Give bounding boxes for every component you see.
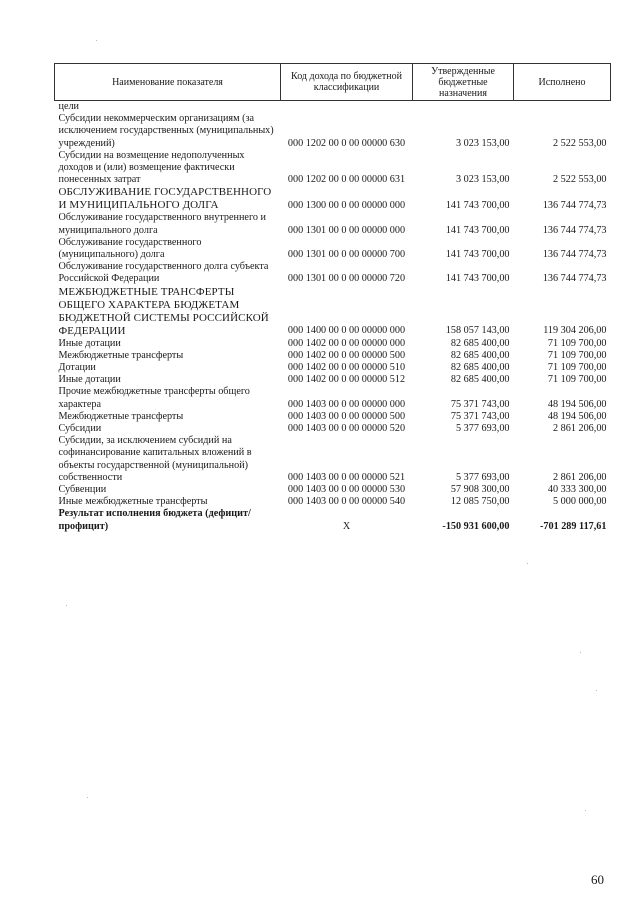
row-plan-cell: 141 743 700,00 [445,273,510,285]
row-name-cell: Межбюджетные трансферты [58,349,184,361]
table-row [55,261,611,285]
row-code-cell: 000 1402 00 0 00 00000 500 [287,349,406,361]
scan-speck [96,40,97,41]
table-row [55,286,611,338]
table-row [55,101,611,114]
row-exec-cell: 71 109 700,00 [547,349,607,361]
table-row [55,212,611,236]
row-exec-cell: 136 744 774,73 [542,249,607,261]
row-code-cell: 000 1403 00 0 00 00000 521 [287,471,406,483]
row-code-cell: 000 1403 00 0 00 00000 530 [287,484,406,496]
budget-table-container [54,63,610,533]
row-name-cell: Субсидии, за исключением субсидий на софинансирование капитальных вложений в объекты государственной (муниципальной) собственности [58,435,252,483]
table-row [55,362,611,374]
table-row [55,435,611,484]
row-name-cell: Результат исполнения бюджета (дефицит/ профицит) [58,508,251,532]
scan-speck [596,690,597,691]
scan-speck [527,563,528,564]
row-code-cell [281,101,413,114]
row-code-cell: 000 1301 00 0 00 00000 700 [287,249,406,261]
header-code: Код дохода по бюджетной классификации [281,64,413,101]
row-plan-cell: 82 685 400,00 [450,362,510,374]
row-exec-cell: 48 194 506,00 [547,398,607,410]
row-plan-cell: 57 908 300,00 [450,484,510,496]
table-body [55,101,611,533]
row-name-cell: ОБСЛУЖИВАНИЕ ГОСУДАРСТВЕННОГО И МУНИЦИПАЛЬНОГО ДОЛГА [58,186,272,212]
row-name-cell: Обслуживание государственного внутреннего и муниципального долга [58,212,266,236]
row-code-cell: 000 1300 00 0 00 00000 000 [287,200,406,212]
row-plan-cell: 75 371 743,00 [450,410,510,422]
row-exec-cell: 119 304 206,00 [543,325,607,337]
table-row [55,338,611,350]
row-exec-cell [514,101,611,114]
row-name-cell: Прочие межбюджетные трансферты общего характера [58,386,250,410]
table-row [55,496,611,508]
row-exec-cell: 40 333 300,00 [547,484,607,496]
table-row [55,186,611,212]
row-exec-cell: -701 289 117,61 [539,520,607,532]
row-plan-cell: 3 023 153,00 [456,174,510,186]
row-exec-cell: 136 744 774,73 [542,200,607,212]
row-exec-cell: 5 000 000,00 [553,496,607,508]
row-plan-cell: 141 743 700,00 [445,249,510,261]
row-exec-cell: 2 522 553,00 [553,174,607,186]
scan-speck [580,652,581,653]
row-exec-cell: 136 744 774,73 [542,224,607,236]
budget-execution-table [54,63,611,533]
table-row [55,374,611,386]
row-plan-cell: 82 685 400,00 [450,349,510,361]
row-code-cell: 000 1402 00 0 00 00000 000 [287,337,406,349]
scan-speck [87,797,88,798]
table-row [55,237,611,261]
row-name-cell: Иные межбюджетные трансферты [58,496,208,508]
header-exec: Исполнено [514,64,611,101]
row-plan-cell: 82 685 400,00 [450,374,510,386]
row-plan-cell: 5 377 693,00 [456,471,510,483]
row-name-cell: цели [58,101,80,112]
row-name-cell: МЕЖБЮДЖЕТНЫЕ ТРАНСФЕРТЫ ОБЩЕГО ХАРАКТЕРА БЮДЖЕТАМ БЮДЖЕТНОЙ СИСТЕМЫ РОССИЙСКОЙ ФЕДЕРАЦИИ [58,285,269,337]
scan-speck [66,605,67,606]
row-code-cell: 000 1403 00 0 00 00000 540 [287,496,406,508]
row-code-cell: 000 1403 00 0 00 00000 500 [287,410,406,422]
row-exec-cell: 136 744 774,73 [542,273,607,285]
row-name-cell: Субсидии на возмещение недополученных доходов и (или) возмещение фактически понесенных затрат [58,149,245,186]
row-code-cell: 000 1402 00 0 00 00000 510 [287,362,406,374]
row-code-cell: 000 1202 00 0 00 00000 631 [287,174,406,186]
row-plan-cell: 158 057 143,00 [445,325,510,337]
header-name: Наименование показателя [55,64,281,101]
table-row [55,411,611,423]
row-exec-cell: 2 861 206,00 [553,423,607,435]
table-row [55,423,611,435]
row-exec-cell: 2 522 553,00 [553,137,607,149]
row-code-cell: 000 1202 00 0 00 00000 630 [287,137,406,149]
row-plan-cell: 141 743 700,00 [445,200,510,212]
row-code-cell: X [342,520,351,532]
row-name-cell: Межбюджетные трансферты [58,410,184,422]
row-exec-cell: 2 861 206,00 [553,471,607,483]
scan-speck [585,810,586,811]
row-name-cell: Дотации [58,362,96,374]
row-exec-cell: 71 109 700,00 [547,362,607,374]
header-plan: Утвержденные бюджетные назначения [413,64,514,101]
table-row [55,350,611,362]
row-code-cell: 000 1301 00 0 00 00000 000 [287,224,406,236]
row-name-cell: Обслуживание государственного (муниципального) долга [58,236,202,261]
result-row [55,508,611,532]
row-plan-cell: 12 085 750,00 [450,496,510,508]
row-plan-cell: 3 023 153,00 [456,137,510,149]
row-plan-cell: -150 931 600,00 [442,520,510,532]
row-plan-cell: 141 743 700,00 [445,224,510,236]
row-code-cell: 000 1301 00 0 00 00000 720 [287,273,406,285]
row-exec-cell: 71 109 700,00 [547,374,607,386]
row-code-cell: 000 1402 00 0 00 00000 512 [287,374,406,386]
row-name-cell: Субсидии [58,423,102,435]
row-exec-cell: 71 109 700,00 [547,337,607,349]
row-plan-cell [413,101,514,114]
page-number: 60 [591,872,604,887]
table-row [55,386,611,410]
table-row [55,150,611,187]
row-name-cell: Иные дотации [58,337,121,349]
row-code-cell: 000 1403 00 0 00 00000 000 [287,398,406,410]
table-row [55,113,611,150]
row-plan-cell: 5 377 693,00 [456,423,510,435]
row-exec-cell: 48 194 506,00 [547,410,607,422]
table-row [55,484,611,496]
row-plan-cell: 82 685 400,00 [450,337,510,349]
row-name-cell: Иные дотации [58,374,121,386]
table-header [55,64,611,101]
row-name-cell: Обслуживание государственного долга субъекта Российской Федерации [58,261,269,285]
row-code-cell: 000 1403 00 0 00 00000 520 [287,423,406,435]
row-code-cell: 000 1400 00 0 00 00000 000 [287,325,406,337]
row-name-cell: Субсидии некоммерческим организациям (за исключением государственных (муниципальных) учреждений) [58,113,274,149]
row-name-cell: Субвенции [58,484,107,496]
row-plan-cell: 75 371 743,00 [450,398,510,410]
